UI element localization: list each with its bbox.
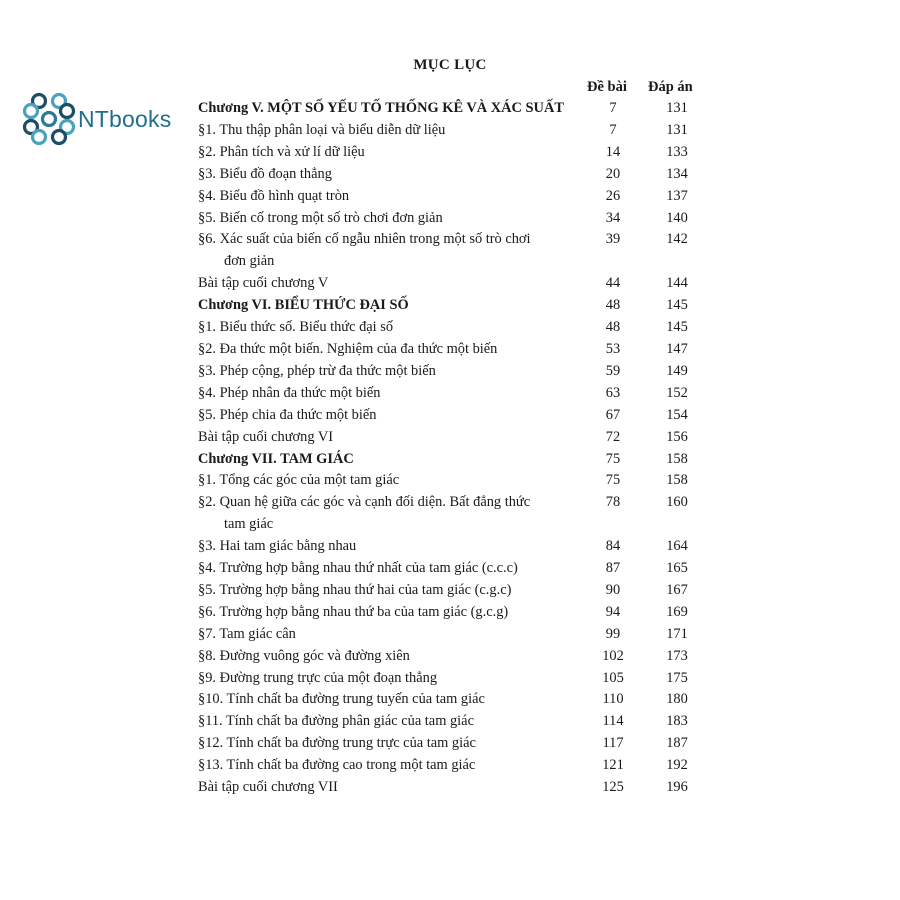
toc-row — [198, 164, 708, 186]
column-header-dap-an: Đáp án — [648, 79, 693, 95]
toc-entry-title: §1. Biểu thức số. Biểu thức đại số — [198, 319, 394, 336]
toc-entry-title: §7. Tam giác cân — [198, 625, 296, 642]
dap-an-page-number: 187 — [666, 735, 688, 752]
toc-row — [198, 208, 708, 230]
de-bai-page-number: 7 — [609, 121, 617, 138]
toc-entry-title: §13. Tính chất ba đường cao trong một tam giác — [198, 757, 476, 774]
de-bai-page-number: 90 — [605, 581, 621, 598]
dap-an-page-number: 134 — [666, 165, 688, 182]
toc-chapter-row — [198, 98, 708, 120]
toc-entry-title: §6. Trường hợp bằng nhau thứ ba của tam giác (g.c.g) — [198, 603, 509, 620]
dap-an-page-number: 158 — [666, 472, 688, 489]
de-bai-page-number: 67 — [605, 406, 621, 423]
toc-entry-title: §5. Trường hợp bằng nhau thứ hai của tam giác (c.g.c) — [198, 581, 512, 598]
dap-an-page-number: 133 — [666, 143, 688, 160]
de-bai-page-number: 44 — [605, 275, 621, 292]
toc-entry-title: §1. Tổng các góc của một tam giác — [198, 472, 400, 489]
brand-logo — [22, 92, 171, 146]
de-bai-page-number: 78 — [605, 494, 621, 511]
de-bai-page-number: 125 — [602, 779, 624, 796]
toc-entry-title: §3. Biểu đồ đoạn thẳng — [198, 165, 332, 182]
toc-entry-title: §8. Đường vuông góc và đường xiên — [198, 647, 410, 664]
toc-row — [198, 558, 708, 580]
de-bai-page-number: 48 — [605, 319, 621, 336]
dap-an-page-number: 183 — [666, 713, 688, 730]
toc-entry-title: Bài tập cuối chương VII — [198, 779, 338, 796]
toc-entry-title-continuation: đơn giản — [224, 253, 275, 270]
toc-row — [198, 668, 708, 690]
toc-entry-title: §6. Xác suất của biến cố ngẫu nhiên trong một số trò chơi — [198, 231, 531, 248]
de-bai-page-number: 59 — [605, 362, 621, 379]
dap-an-page-number: 165 — [666, 560, 688, 577]
toc-entry-title: §4. Biểu đồ hình quạt tròn — [198, 187, 350, 204]
toc-entry-title: Bài tập cuối chương V — [198, 275, 329, 292]
dap-an-page-number: 147 — [666, 340, 688, 357]
toc-chapter-row — [198, 295, 708, 317]
de-bai-page-number: 20 — [605, 165, 621, 182]
de-bai-page-number: 63 — [605, 384, 621, 401]
dap-an-page-number: 145 — [666, 297, 688, 314]
de-bai-page-number: 87 — [605, 560, 621, 577]
de-bai-page-number: 117 — [602, 735, 624, 752]
toc-row — [198, 273, 708, 295]
de-bai-page-number: 14 — [605, 143, 621, 160]
dap-an-page-number: 160 — [666, 494, 688, 511]
de-bai-page-number: 72 — [605, 428, 621, 445]
toc-entry-title: §10. Tính chất ba đường trung tuyến của tam giác — [198, 691, 485, 708]
toc-row — [198, 646, 708, 668]
de-bai-page-number: 48 — [605, 297, 621, 314]
toc-row — [198, 492, 708, 536]
toc-row — [198, 339, 708, 361]
toc-row — [198, 317, 708, 339]
toc-row — [198, 405, 708, 427]
toc-entry-title: Chương V. MỘT SỐ YẾU TỐ THỐNG KÊ VÀ XÁC SUẤT — [198, 100, 564, 116]
de-bai-page-number: 53 — [605, 340, 621, 357]
table-of-contents — [198, 98, 708, 799]
de-bai-page-number: 7 — [609, 100, 617, 116]
de-bai-page-number: 34 — [605, 209, 621, 226]
toc-row — [198, 777, 708, 799]
dap-an-page-number: 154 — [666, 406, 688, 423]
de-bai-page-number: 121 — [602, 757, 624, 774]
de-bai-page-number: 75 — [605, 472, 621, 489]
toc-entry-title: §5. Biến cố trong một số trò chơi đơn giản — [198, 209, 443, 226]
dap-an-page-number: 144 — [666, 275, 688, 292]
toc-row — [198, 624, 708, 646]
toc-entry-title-continuation: tam giác — [224, 516, 274, 533]
de-bai-page-number: 105 — [602, 669, 624, 686]
dap-an-page-number: 152 — [666, 384, 688, 401]
ntbooks-logo-icon — [22, 92, 76, 146]
dap-an-page-number: 173 — [666, 647, 688, 664]
dap-an-page-number: 192 — [666, 757, 688, 774]
dap-an-page-number: 137 — [666, 187, 688, 204]
toc-row — [198, 427, 708, 449]
toc-entry-title: §2. Đa thức một biến. Nghiệm của đa thức một biến — [198, 340, 498, 357]
de-bai-page-number: 26 — [605, 187, 621, 204]
toc-entry-title: §9. Đường trung trực của một đoạn thẳng — [198, 669, 438, 686]
toc-entry-title: §3. Phép cộng, phép trừ đa thức một biến — [198, 362, 436, 379]
dap-an-page-number: 196 — [666, 779, 688, 796]
de-bai-page-number: 114 — [602, 713, 624, 730]
toc-entry-title: §2. Phân tích và xử lí dữ liệu — [198, 143, 365, 160]
dap-an-page-number: 131 — [666, 100, 688, 116]
de-bai-page-number: 84 — [605, 538, 621, 555]
toc-row — [198, 711, 708, 733]
toc-row — [198, 120, 708, 142]
dap-an-page-number: 175 — [666, 669, 688, 686]
de-bai-page-number: 110 — [602, 691, 624, 708]
toc-row — [198, 186, 708, 208]
dap-an-page-number: 142 — [666, 231, 688, 248]
de-bai-page-number: 94 — [605, 603, 621, 620]
toc-entry-title: §4. Trường hợp bằng nhau thứ nhất của tam giác (c.c.c) — [198, 560, 518, 577]
toc-chapter-row — [198, 449, 708, 471]
toc-entry-title: §5. Phép chia đa thức một biến — [198, 406, 377, 423]
column-header-de-bai: Đề bài — [587, 79, 627, 95]
de-bai-page-number: 75 — [605, 450, 621, 467]
toc-row — [198, 361, 708, 383]
toc-row — [198, 602, 708, 624]
toc-entry-title: §12. Tính chất ba đường trung trực của tam giác — [198, 735, 476, 752]
dap-an-page-number: 145 — [666, 319, 688, 336]
toc-row — [198, 142, 708, 164]
dap-an-page-number: 167 — [666, 581, 688, 598]
de-bai-page-number: 99 — [605, 625, 621, 642]
page-title: MỤC LỤC — [413, 57, 487, 73]
dap-an-page-number: 164 — [666, 538, 688, 555]
toc-row — [198, 755, 708, 777]
dap-an-page-number: 140 — [666, 209, 688, 226]
toc-row — [198, 733, 708, 755]
toc-row — [198, 470, 708, 492]
dap-an-page-number: 158 — [666, 450, 688, 467]
dap-an-page-number: 169 — [666, 603, 688, 620]
toc-entry-title: Chương VI. BIỂU THỨC ĐẠI SỐ — [198, 297, 409, 314]
dap-an-page-number: 156 — [666, 428, 688, 445]
dap-an-page-number: 131 — [666, 121, 688, 138]
logo-text: NTbooks — [78, 105, 172, 132]
toc-row — [198, 383, 708, 405]
dap-an-page-number: 180 — [666, 691, 688, 708]
dap-an-page-number: 149 — [666, 362, 688, 379]
toc-entry-title: §3. Hai tam giác bằng nhau — [198, 538, 357, 555]
toc-row — [198, 580, 708, 602]
toc-row — [198, 689, 708, 711]
toc-row — [198, 229, 708, 273]
de-bai-page-number: 102 — [602, 647, 624, 664]
toc-entry-title: §1. Thu thập phân loại và biểu diễn dữ liệu — [198, 121, 446, 138]
toc-entry-title: §11. Tính chất ba đường phân giác của tam giác — [198, 713, 474, 730]
de-bai-page-number: 39 — [605, 231, 621, 248]
toc-entry-title: Bài tập cuối chương VI — [198, 428, 334, 445]
toc-entry-title: §4. Phép nhân đa thức một biến — [198, 384, 381, 401]
toc-entry-title: §2. Quan hệ giữa các góc và cạnh đối diện. Bất đẳng thức — [198, 494, 531, 511]
toc-row — [198, 536, 708, 558]
dap-an-page-number: 171 — [666, 625, 688, 642]
toc-entry-title: Chương VII. TAM GIÁC — [198, 450, 354, 467]
